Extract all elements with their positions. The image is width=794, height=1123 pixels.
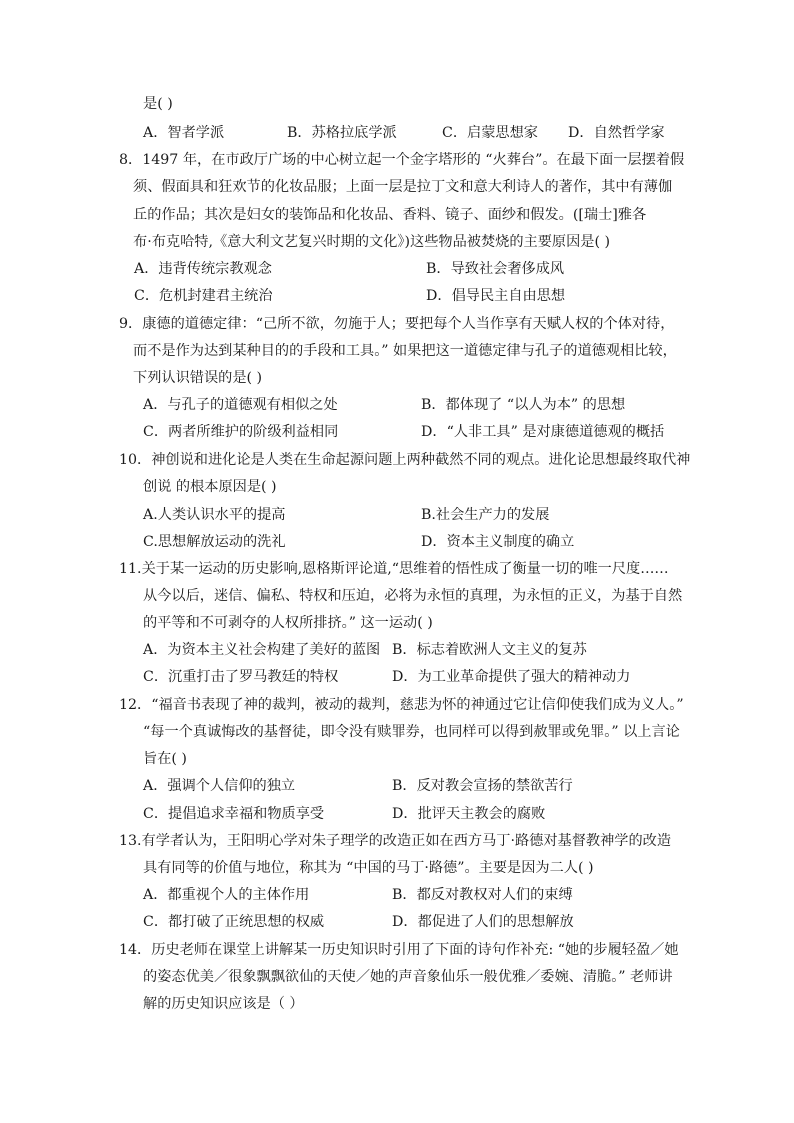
question-9-line: 下列认识错误的是( ) [133,370,263,386]
question-8-line: 须、假面具和狂欢节的化妆品服；上面一层是拉丁文和意大利诗人的著作，其中有薄伽 [133,179,673,195]
question-10-line: 创说 的根本原因是( ) [143,479,277,495]
question-14-line: 的姿态优美／很象飘飘欲仙的天使／她的声音象仙乐一般优雅／委婉、清脆。” 老师讲 [143,969,673,985]
question-11-option-c: C．沉重打击了罗马教廷的特权 [143,669,339,685]
question-8-line: 布·布克哈特,《意大利文艺复兴时期的文化》)这些物品被焚烧的主要原因是( ) [133,234,611,250]
question-12-option-a: A．强调个人信仰的独立 [143,778,296,794]
question-7-option-c: C．启蒙思想家 [442,125,538,141]
question-11-line: 11.关于某一运动的历史影响,恩格斯评论道,“思维着的悟性成了衡量一切的唯一尺度…… [119,561,669,577]
question-9-option-d: D．“人非工具” 是对康德道德观的概括 [421,424,665,440]
question-8-line: 8．1497 年，在市政厅广场的中心树立起一个金字塔形的 “火葬台”。在最下面一层摆着假 [119,152,685,168]
question-11-option-a: A．为资本主义社会构建了美好的蓝图 [143,642,381,658]
question-11-line: 从今以后，迷信、偏私、特权和压迫，必将为永恒的真理，为永恒的正义，为基于自然 [143,588,683,604]
question-10-line: 10．神创说和进化论是人类在生命起源问题上两种截然不同的观点。进化论思想最终取代神 [119,452,691,468]
question-8-option-a: A．违背传统宗教观念 [134,261,272,277]
question-8-option-c: C．危机封建君主统治 [134,288,273,304]
question-10-option-a: A.人类认识水平的提高 [143,507,286,523]
question-12-line: 旨在( ) [143,751,187,767]
question-10-option-b: B.社会生产力的发展 [421,507,550,523]
question-8-line: 丘的作品；其次是妇女的装饰品和化妆品、香料、镜子、面纱和假发。([瑞士]雅各 [133,207,647,223]
question-11-line: 的平等和不可剥夺的人权所排挤。” 这一运动( ) [143,615,433,631]
question-7-option-d: D．自然哲学家 [568,125,665,141]
question-14-line: 解的历史知识应该是（ ） [143,996,304,1012]
question-12-option-b: B．反对教会宣扬的禁欲苦行 [392,778,573,794]
question-12-line: 12．“福音书表现了神的裁判，被动的裁判，慈悲为怀的神通过它让信仰使我们成为义人。” [119,697,684,713]
question-13-line: 具有同等的价值与地位，称其为 “中国的马丁·路德”。主要是因为二人( ) [143,860,594,876]
question-12-line: “每一个真诚悔改的基督徒，即令没有赎罪券，也同样可以得到赦罪或免罪。” 以上言论 [143,724,680,740]
question-9-line: 而不是作为达到某种目的的手段和工具。” 如果把这一道德定律与孔子的道德观相比较， [133,343,677,359]
question-10-option-c: C.思想解放运动的洗礼 [143,534,286,550]
question-7-option-b: B．苏格拉底学派 [287,125,397,141]
question-13-option-a: A．都重视个人的主体作用 [143,887,310,903]
question-7-stem-tail: 是( ) [143,96,173,112]
question-13-option-b: B．都反对教权对人们的束缚 [392,887,573,903]
question-12-option-c: C．提倡追求幸福和物质享受 [143,806,325,822]
question-9-option-a: A．与孔子的道德观有相似之处 [143,397,338,413]
question-8-option-d: D．倡导民主自由思想 [426,288,566,304]
question-7-option-a: A．智者学派 [143,125,225,141]
question-8-option-b: B．导致社会奢侈成风 [426,261,565,277]
question-9-line: 9．康德的道德定律：“己所不欲，勿施于人；要把每个人当作享有天赋人权的个体对待， [119,316,675,332]
question-11-option-d: D．为工业革命提供了强大的精神动力 [392,669,631,685]
question-12-option-d: D．批评天主教会的腐败 [392,806,546,822]
question-11-option-b: B．标志着欧洲人文主义的复苏 [392,642,587,658]
question-10-option-d: D．资本主义制度的确立 [421,534,575,550]
question-13-option-c: C．都打破了正统思想的权威 [143,914,325,930]
question-9-option-b: B．都体现了 “以人为本” 的思想 [421,397,626,413]
question-13-option-d: D．都促进了人们的思想解放 [392,914,574,930]
question-14-line: 14．历史老师在课堂上讲解某一历史知识时引用了下面的诗句作补充: “她的步履轻盈／她 [119,942,679,958]
question-13-line: 13.有学者认为，王阳明心学对朱子理学的改造正如在西方马丁·路德对基督教神学的改造 [119,833,672,849]
question-9-option-c: C．两者所维护的阶级利益相同 [143,424,339,440]
